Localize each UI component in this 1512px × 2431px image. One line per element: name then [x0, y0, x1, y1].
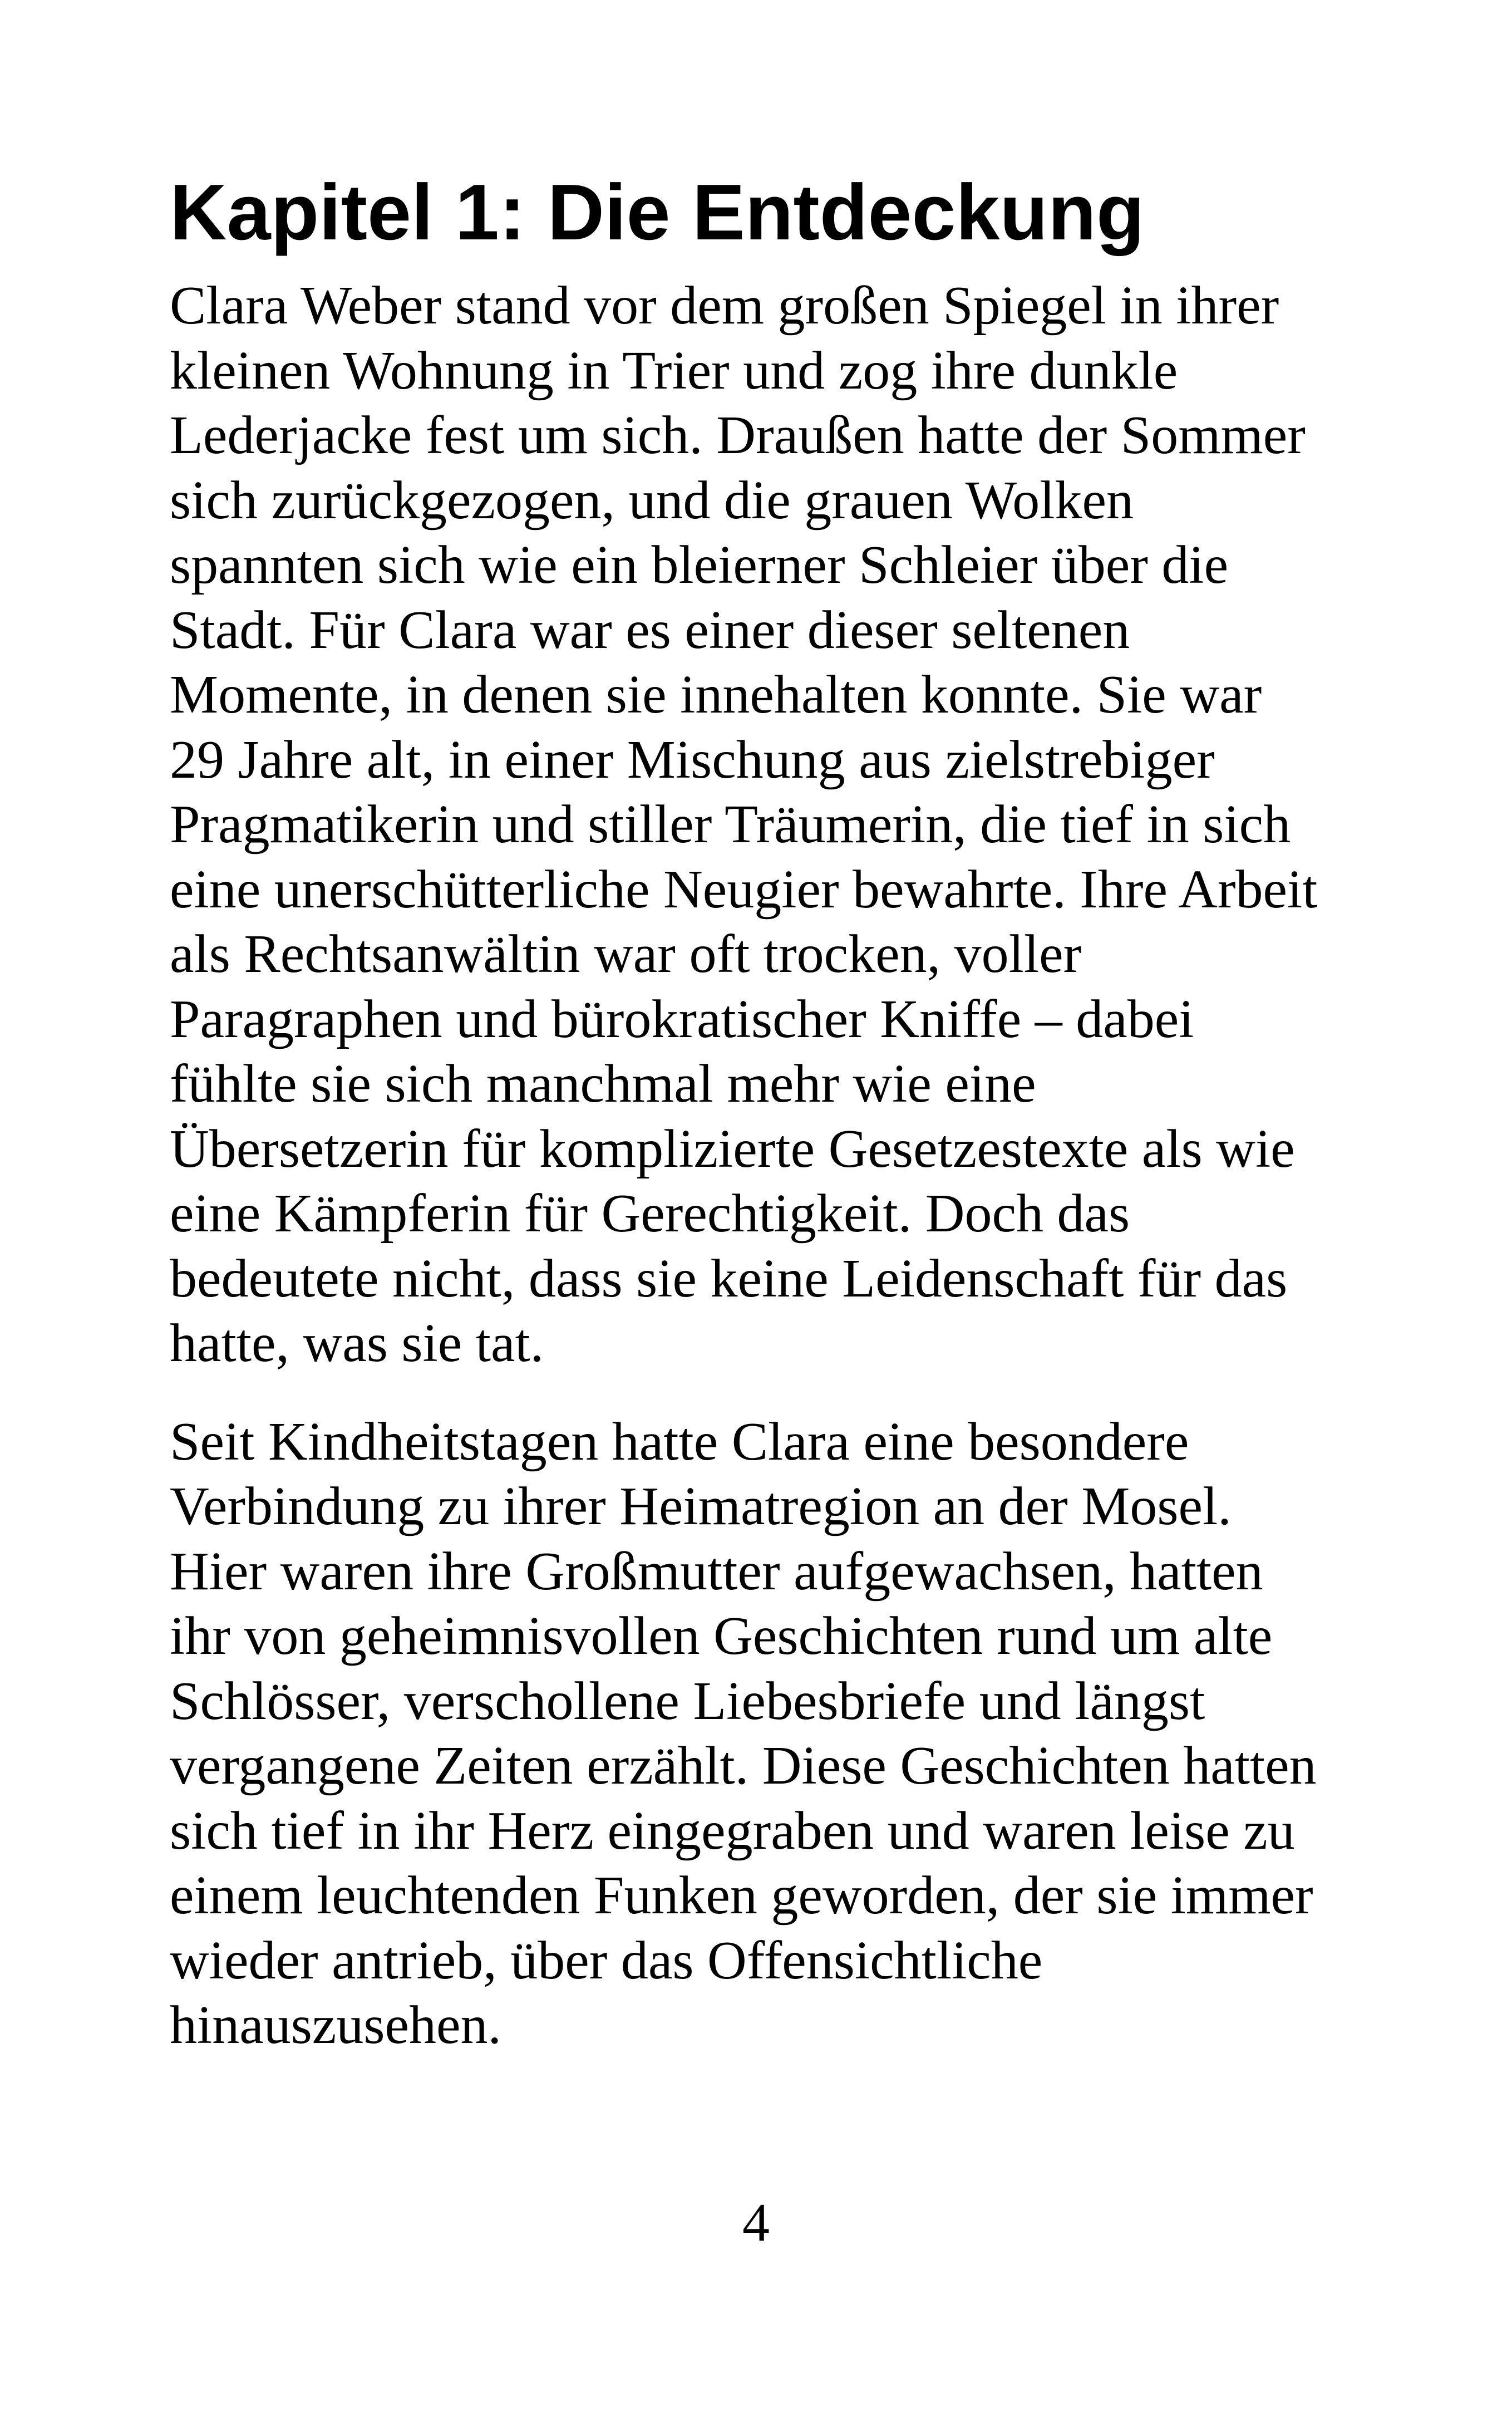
paragraph-line: Verbindung zu ihrer Heimatregion an der Mosel.: [170, 1476, 1232, 1537]
paragraph-line: Momente, in denen sie innehalten konnte. Sie war: [170, 665, 1262, 725]
chapter-body: [170, 273, 1383, 2058]
paragraph-line: als Rechtsanwältin war oft trocken, voller: [170, 924, 1082, 985]
paragraph-2: [170, 1410, 1383, 2058]
paragraph-line: sich zurückgezogen, und die grauen Wolken: [170, 470, 1134, 531]
paragraph-line: fühlte sie sich manchmal mehr wie eine: [170, 1054, 1036, 1114]
paragraph-line: vergangene Zeiten erzählt. Diese Geschichten hatten: [170, 1736, 1317, 1796]
paragraph-line: Paragraphen und bürokratischer Kniffe – dabei: [170, 989, 1194, 1049]
paragraph-line: Clara Weber stand vor dem großen Spiegel in ihrer: [170, 276, 1279, 336]
paragraph-1: [170, 273, 1383, 1376]
chapter-title: Kapitel 1: Die Entdeckung: [170, 168, 1145, 257]
paragraph-line: Hier waren ihre Großmutter aufgewachsen, hatten: [170, 1541, 1263, 1602]
paragraph-line: Lederjacke fest um sich. Draußen hatte der Sommer: [170, 405, 1306, 466]
paragraph-line: wieder antrieb, über das Offensichtliche: [170, 1930, 1043, 1991]
paragraph-line: Pragmatikerin und stiller Träumerin, die tief in sich: [170, 794, 1291, 855]
paragraph-line: eine Kämpferin für Gerechtigkeit. Doch das: [170, 1183, 1130, 1244]
paragraph-line: bedeutete nicht, dass sie keine Leidenschaft für das: [170, 1248, 1288, 1309]
paragraph-line: hatte, was sie tat.: [170, 1313, 544, 1374]
paragraph-line: spannten sich wie ein bleierner Schleier über die: [170, 535, 1229, 596]
page-number: 4: [742, 2193, 770, 2253]
paragraph-line: einem leuchtenden Funken geworden, der sie immer: [170, 1865, 1313, 1926]
paragraph-line: Stadt. Für Clara war es einer dieser seltenen: [170, 600, 1130, 660]
paragraph-line: kleinen Wohnung in Trier und zog ihre dunkle: [170, 340, 1178, 401]
paragraph-line: hinauszusehen.: [170, 1995, 501, 2056]
paragraph-line: ihr von geheimnisvollen Geschichten rund um alte: [170, 1606, 1273, 1667]
book-page: [170, 167, 1383, 2091]
paragraph-line: 29 Jahre alt, in einer Mischung aus zielstrebiger: [170, 729, 1215, 790]
paragraph-line: eine unerschütterliche Neugier bewahrte. Ihre Arbeit: [170, 859, 1318, 920]
paragraph-line: Schlösser, verschollene Liebesbriefe und längst: [170, 1671, 1205, 1731]
paragraph-line: Übersetzerin für komplizierte Gesetzestexte als wie: [170, 1118, 1295, 1179]
paragraph-line: Seit Kindheitstagen hatte Clara eine besondere: [170, 1411, 1189, 1472]
paragraph-line: sich tief in ihr Herz eingegraben und waren leise zu: [170, 1800, 1295, 1861]
